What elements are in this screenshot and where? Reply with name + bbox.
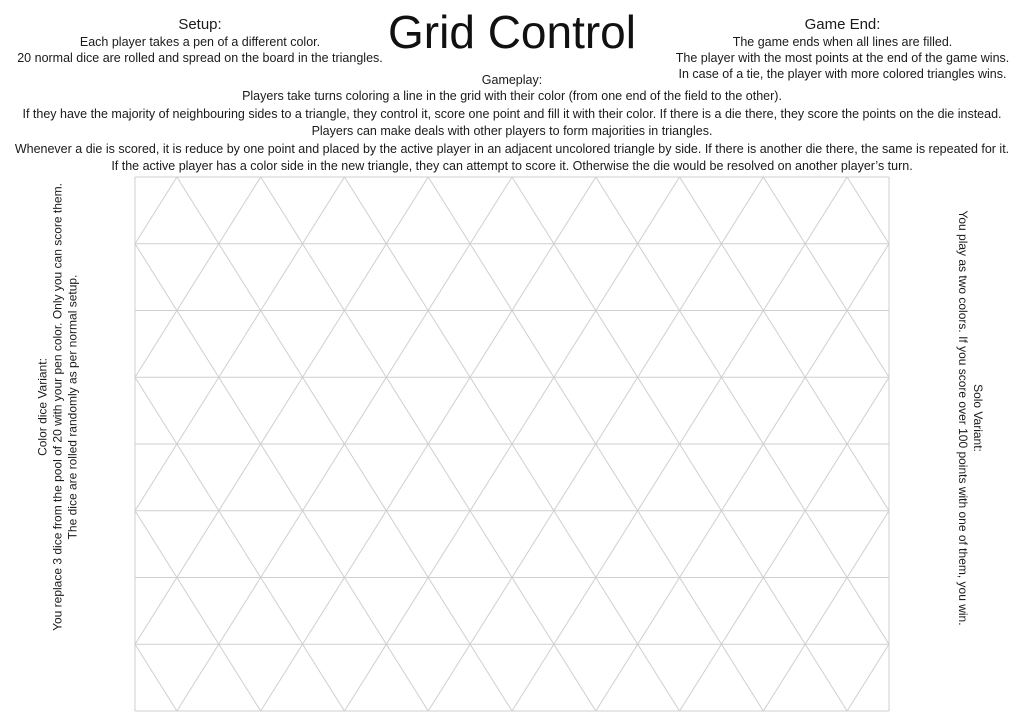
grid-diagonal-line[interactable] xyxy=(135,244,177,311)
grid-diagonal-line[interactable] xyxy=(721,444,763,511)
grid-diagonal-line[interactable] xyxy=(512,377,554,444)
grid-diagonal-line[interactable] xyxy=(135,511,177,578)
grid-diagonal-line[interactable] xyxy=(303,377,345,444)
solo-variant-line: You play as two colors. If you score over 100 points with one of them, you win. xyxy=(956,210,970,626)
grid-diagonal-line[interactable] xyxy=(344,244,386,311)
setup-section xyxy=(10,16,390,66)
grid-diagonal-line[interactable] xyxy=(847,377,889,444)
grid-diagonal-line[interactable] xyxy=(680,177,722,244)
gameplay-line: Players can make deals with other players to form majorities in triangles. xyxy=(311,124,713,138)
gameplay-line: If the active player has a color side in the new triangle, they can attempt to score it. Otherwise the die would be resolved on another player’s turn. xyxy=(111,159,913,173)
grid-diagonal-line[interactable] xyxy=(512,311,554,378)
grid-diagonal-line[interactable] xyxy=(763,644,805,711)
grid-diagonal-line[interactable] xyxy=(805,244,847,311)
grid-diagonal-line[interactable] xyxy=(470,177,512,244)
grid-diagonal-line[interactable] xyxy=(596,377,638,444)
grid-diagonal-line[interactable] xyxy=(763,578,805,645)
grid-diagonal-line[interactable] xyxy=(386,311,428,378)
grid-diagonal-line[interactable] xyxy=(261,177,303,244)
grid-diagonal-line[interactable] xyxy=(303,511,345,578)
grid-diagonal-line[interactable] xyxy=(847,177,889,244)
setup-line: 20 normal dice are rolled and spread on the board in the triangles. xyxy=(17,51,383,65)
grid-diagonal-line[interactable] xyxy=(470,244,512,311)
grid-diagonal-line[interactable] xyxy=(261,578,303,645)
grid-diagonal-line[interactable] xyxy=(428,578,470,645)
grid-diagonal-line[interactable] xyxy=(219,377,261,444)
grid-diagonal-line[interactable] xyxy=(135,444,177,511)
grid-diagonal-line[interactable] xyxy=(386,644,428,711)
grid-diagonal-line[interactable] xyxy=(721,511,763,578)
grid-diagonal-line[interactable] xyxy=(177,511,219,578)
grid-diagonal-line[interactable] xyxy=(805,177,847,244)
grid-diagonal-line[interactable] xyxy=(596,444,638,511)
grid-diagonal-line[interactable] xyxy=(135,311,177,378)
grid-diagonal-line[interactable] xyxy=(344,177,386,244)
grid-diagonal-line[interactable] xyxy=(512,644,554,711)
grid-diagonal-line[interactable] xyxy=(721,578,763,645)
grid-diagonal-line[interactable] xyxy=(135,177,177,244)
setup-line: Each player takes a pen of a different color. xyxy=(79,35,321,49)
grid-diagonal-line[interactable] xyxy=(847,644,889,711)
color-dice-variant-line: You replace 3 dice from the pool of 20 with your pen color. Only you can score them. xyxy=(50,183,65,631)
grid-diagonal-line[interactable] xyxy=(554,177,596,244)
grid-diagonal-line[interactable] xyxy=(386,377,428,444)
grid-diagonal-line[interactable] xyxy=(805,377,847,444)
grid-diagonal-line[interactable] xyxy=(386,177,428,244)
grid-diagonal-line[interactable] xyxy=(805,511,847,578)
gameplay-heading: Gameplay: xyxy=(481,73,543,87)
grid-diagonal-line[interactable] xyxy=(763,311,805,378)
grid-diagonal-line[interactable] xyxy=(386,244,428,311)
grid-diagonal-line[interactable] xyxy=(596,177,638,244)
grid-diagonal-line[interactable] xyxy=(219,511,261,578)
grid-diagonal-line[interactable] xyxy=(470,444,512,511)
grid-diagonal-line[interactable] xyxy=(261,644,303,711)
grid-diagonal-line[interactable] xyxy=(261,244,303,311)
grid-diagonal-line[interactable] xyxy=(344,377,386,444)
grid-diagonal-line[interactable] xyxy=(847,311,889,378)
grid-diagonal-line[interactable] xyxy=(344,578,386,645)
grid-diagonal-line[interactable] xyxy=(847,511,889,578)
grid-diagonal-line[interactable] xyxy=(638,177,680,244)
grid-diagonal-line[interactable] xyxy=(847,444,889,511)
grid-diagonal-line[interactable] xyxy=(805,311,847,378)
grid-diagonal-line[interactable] xyxy=(638,578,680,645)
gameplay-line: If they have the majority of neighbouring sides to a triangle, they control it, score one point and fill it with their color. If there is a die there, they score the points on the die instead. xyxy=(22,106,1002,121)
grid-diagonal-line[interactable] xyxy=(261,511,303,578)
grid-diagonal-line[interactable] xyxy=(596,511,638,578)
grid-diagonal-line[interactable] xyxy=(219,644,261,711)
grid-diagonal-line[interactable] xyxy=(470,377,512,444)
grid-diagonal-line[interactable] xyxy=(177,578,219,645)
grid-diagonal-line[interactable] xyxy=(177,377,219,444)
grid-diagonal-line[interactable] xyxy=(805,644,847,711)
grid-diagonal-line[interactable] xyxy=(219,444,261,511)
grid-diagonal-line[interactable] xyxy=(303,311,345,378)
gameplay-section xyxy=(0,88,1024,176)
grid-diagonal-line[interactable] xyxy=(638,244,680,311)
setup-heading: Setup: xyxy=(178,16,222,33)
color-dice-variant-section xyxy=(36,183,81,631)
grid-diagonal-line[interactable] xyxy=(428,311,470,378)
grid-diagonal-line[interactable] xyxy=(763,177,805,244)
grid-diagonal-line[interactable] xyxy=(596,311,638,378)
grid-diagonal-line[interactable] xyxy=(470,511,512,578)
grid-diagonal-line[interactable] xyxy=(261,377,303,444)
grid-diagonal-line[interactable] xyxy=(763,244,805,311)
grid-diagonal-line[interactable] xyxy=(177,244,219,311)
grid-diagonal-line[interactable] xyxy=(680,644,722,711)
grid-diagonal-line[interactable] xyxy=(219,311,261,378)
solo-variant-section xyxy=(955,210,985,625)
grid-diagonal-line[interactable] xyxy=(680,244,722,311)
grid-diagonal-line[interactable] xyxy=(470,578,512,645)
grid-diagonal-line[interactable] xyxy=(763,377,805,444)
grid-diagonal-line[interactable] xyxy=(596,244,638,311)
gameplay-line: Whenever a die is scored, it is reduce by one point and placed by the active player in an adjacent uncolored triangle by side. If there is another die there, the same is repeated for it. xyxy=(14,141,1010,156)
grid-diagonal-line[interactable] xyxy=(428,644,470,711)
grid-diagonal-line[interactable] xyxy=(303,644,345,711)
grid-diagonal-line[interactable] xyxy=(680,444,722,511)
game-end-line: The game ends when all lines are filled. xyxy=(732,35,953,49)
triangle-grid[interactable] xyxy=(134,176,890,712)
grid-diagonal-line[interactable] xyxy=(512,244,554,311)
grid-diagonal-line[interactable] xyxy=(344,644,386,711)
grid-diagonal-line[interactable] xyxy=(135,578,177,645)
grid-diagonal-line[interactable] xyxy=(428,511,470,578)
grid-diagonal-line[interactable] xyxy=(303,177,345,244)
grid-diagonal-line[interactable] xyxy=(344,311,386,378)
grid-diagonal-line[interactable] xyxy=(261,444,303,511)
grid-diagonal-line[interactable] xyxy=(177,311,219,378)
grid-diagonal-line[interactable] xyxy=(512,511,554,578)
grid-diagonal-line[interactable] xyxy=(554,311,596,378)
game-end-line: In case of a tie, the player with more colored triangles wins. xyxy=(678,67,1007,81)
grid-diagonal-line[interactable] xyxy=(219,244,261,311)
grid-diagonal-line[interactable] xyxy=(554,511,596,578)
grid-diagonal-line[interactable] xyxy=(386,511,428,578)
grid-diagonal-line[interactable] xyxy=(638,311,680,378)
grid-diagonal-line[interactable] xyxy=(554,578,596,645)
grid-diagonal-line[interactable] xyxy=(554,244,596,311)
color-dice-variant-heading: Color dice Variant: xyxy=(35,358,50,456)
grid-diagonal-line[interactable] xyxy=(470,644,512,711)
grid-diagonal-line[interactable] xyxy=(135,377,177,444)
grid-diagonal-line[interactable] xyxy=(428,377,470,444)
grid-diagonal-line[interactable] xyxy=(177,177,219,244)
grid-diagonal-line[interactable] xyxy=(219,578,261,645)
grid-diagonal-line[interactable] xyxy=(554,644,596,711)
grid-diagonal-line[interactable] xyxy=(177,644,219,711)
game-end-line: The player with the most points at the end of the game wins. xyxy=(675,51,1010,65)
grid-diagonal-line[interactable] xyxy=(596,578,638,645)
grid-diagonal-line[interactable] xyxy=(805,444,847,511)
grid-diagonal-line[interactable] xyxy=(805,578,847,645)
grid-diagonal-line[interactable] xyxy=(135,644,177,711)
grid-diagonal-line[interactable] xyxy=(847,578,889,645)
grid-diagonal-line[interactable] xyxy=(512,444,554,511)
grid-diagonal-line[interactable] xyxy=(721,377,763,444)
color-dice-variant-line: The dice are rolled randomly as per normal setup. xyxy=(65,274,80,540)
grid-diagonal-line[interactable] xyxy=(177,444,219,511)
grid-diagonal-line[interactable] xyxy=(428,244,470,311)
grid-diagonal-line[interactable] xyxy=(763,444,805,511)
grid-diagonal-line[interactable] xyxy=(680,377,722,444)
grid-diagonal-line[interactable] xyxy=(219,177,261,244)
grid-diagonal-line[interactable] xyxy=(386,444,428,511)
grid-diagonal-line[interactable] xyxy=(638,444,680,511)
grid-diagonal-line[interactable] xyxy=(470,311,512,378)
grid-diagonal-line[interactable] xyxy=(261,311,303,378)
grid-diagonal-line[interactable] xyxy=(721,244,763,311)
grid-diagonal-line[interactable] xyxy=(721,644,763,711)
grid-diagonal-line[interactable] xyxy=(512,578,554,645)
grid-diagonal-line[interactable] xyxy=(596,644,638,711)
game-end-heading: Game End: xyxy=(804,16,881,33)
grid-diagonal-line[interactable] xyxy=(554,444,596,511)
gameplay-line: Players take turns coloring a line in the grid with their color (from one end of the field to the other). xyxy=(242,89,782,103)
grid-diagonal-line[interactable] xyxy=(638,377,680,444)
grid-diagonal-line[interactable] xyxy=(680,578,722,645)
solo-variant-heading: Solo Variant: xyxy=(971,384,985,452)
grid-diagonal-line[interactable] xyxy=(303,244,345,311)
grid-diagonal-line[interactable] xyxy=(554,377,596,444)
grid-diagonal-line[interactable] xyxy=(428,177,470,244)
grid-diagonal-line[interactable] xyxy=(763,511,805,578)
grid-diagonal-line[interactable] xyxy=(344,511,386,578)
grid-diagonal-line[interactable] xyxy=(512,177,554,244)
grid-diagonal-line[interactable] xyxy=(303,578,345,645)
grid-diagonal-line[interactable] xyxy=(721,177,763,244)
grid-diagonal-line[interactable] xyxy=(680,311,722,378)
grid-diagonal-line[interactable] xyxy=(721,311,763,378)
grid-diagonal-line[interactable] xyxy=(638,644,680,711)
grid-diagonal-line[interactable] xyxy=(638,511,680,578)
grid-diagonal-line[interactable] xyxy=(428,444,470,511)
page-title: Grid Control xyxy=(388,6,636,58)
grid-diagonal-line[interactable] xyxy=(303,444,345,511)
grid-diagonal-line[interactable] xyxy=(344,444,386,511)
grid-diagonal-line[interactable] xyxy=(847,244,889,311)
grid-diagonal-line[interactable] xyxy=(680,511,722,578)
grid-diagonal-line[interactable] xyxy=(386,578,428,645)
